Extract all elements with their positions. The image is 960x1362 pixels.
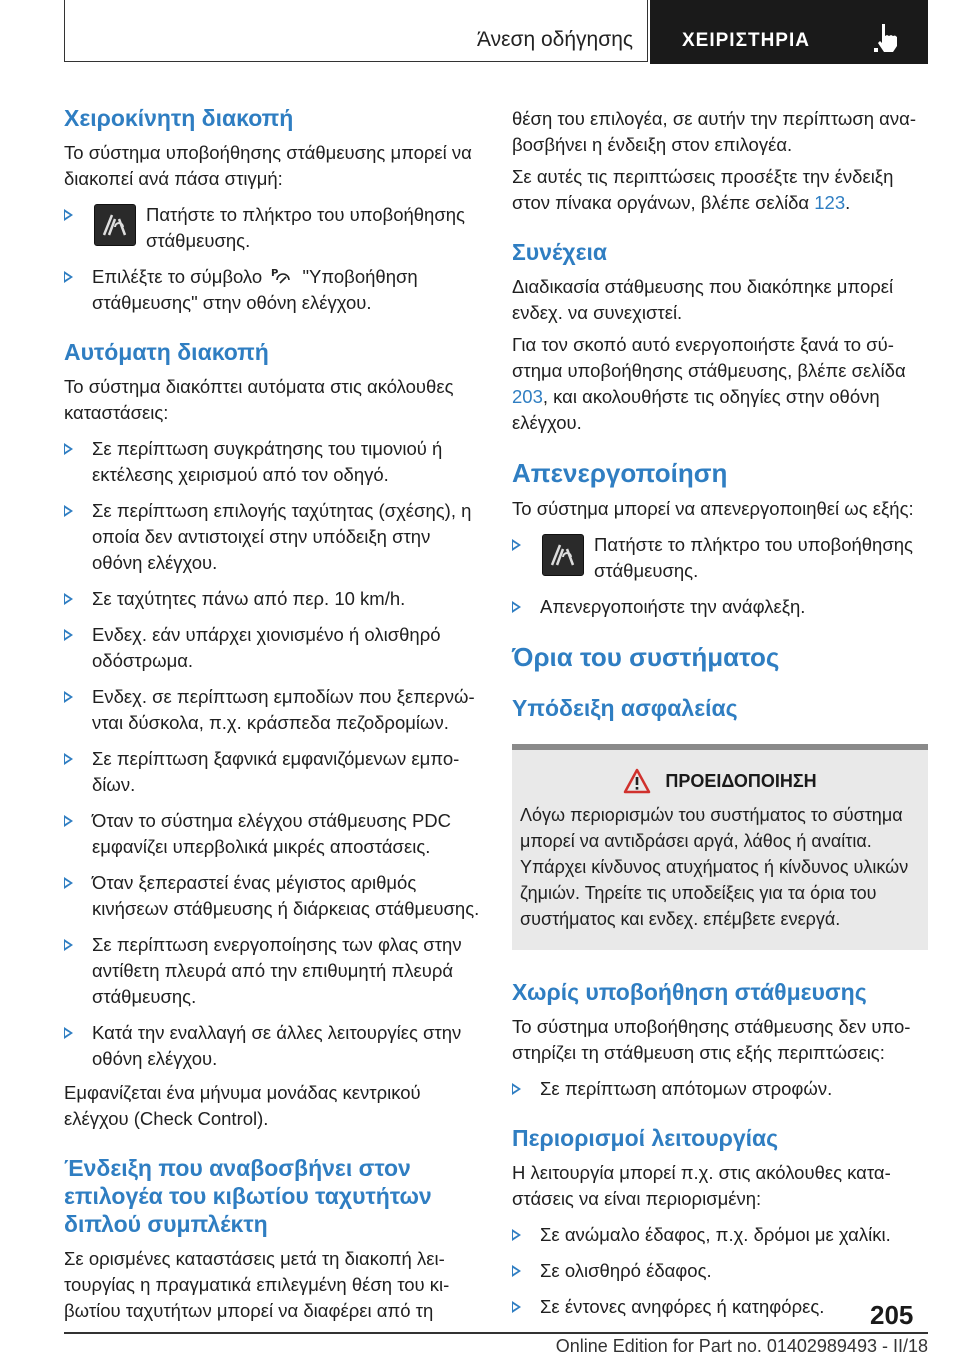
- bullet-triangle-icon: [512, 1083, 521, 1095]
- no-support-intro: Το σύστημα υποβοήθησης στάθμευσης δεν υποστηρίζει τη στάθμευση στις εξής περιπτώσεις:: [512, 1016, 911, 1063]
- list-item: [64, 264, 484, 316]
- footer-divider: [64, 1332, 928, 1334]
- page-link-123[interactable]: 123: [814, 192, 846, 213]
- list-item-text: Κατά την εναλλαγή σε άλλες λειτουργίες στην οθόνη ελέγχου.: [92, 1022, 462, 1069]
- bullet-triangle-icon: [512, 601, 521, 613]
- note-punct: .: [845, 192, 851, 213]
- list-item: [64, 932, 484, 1010]
- list-item: [64, 586, 484, 612]
- blinking-indicator-continued: θέση του επιλογέα, σε αυτήν την περίπτωση αναβοσβήνει η ένδειξη στον επιλογέα.: [512, 108, 916, 155]
- bullet-triangle-icon: [512, 539, 521, 551]
- list-item: [512, 1294, 928, 1320]
- list-item: [64, 746, 484, 798]
- bullet-triangle-icon: [64, 815, 73, 827]
- page-header: [64, 0, 928, 64]
- list-item-text: Όταν το σύστημα ελέγχου στάθμευσης PDC εμφανίζει υπερβολικά μικρές αποστάσεις.: [92, 810, 452, 857]
- list-item: [64, 202, 484, 254]
- svg-text:P: P: [271, 268, 279, 279]
- heading-auto-stop: Αυτόματη διακοπή: [64, 339, 269, 365]
- list-item-text: Όταν ξεπεραστεί ένας μέγιστος αριθμός κινήσεων στάθμευσης ή διάρκειας στάθμευσης.: [92, 872, 480, 919]
- list-item-text: Σε περίπτωση συγκράτησης του τιμονιού ή εκτέλεσης χειρισμού από τον οδηγό.: [92, 438, 443, 485]
- list-item: [512, 1222, 928, 1248]
- resume-text-1: Διαδικασία στάθμευσης που διακόπηκε μπορεί ενδεχ. να συνεχιστεί.: [512, 276, 894, 323]
- auto-stop-intro: Το σύστημα διακόπτει αυτόματα στις ακόλουθες καταστάσεις:: [64, 376, 454, 423]
- hand-pointer-icon: [874, 22, 904, 54]
- bullet-triangle-icon: [64, 209, 73, 221]
- bullet-triangle-icon: [64, 691, 73, 703]
- section-tab: [64, 0, 648, 62]
- list-item: [64, 1020, 484, 1072]
- note-text: Σε αυτές τις περιπτώσεις προσέξτε την ένδειξη στον πίνακα οργάνων, βλέπε σελίδα: [512, 166, 894, 213]
- list-item: [512, 1076, 928, 1102]
- warning-title: ΠΡΟΕΙΔΟΠΟΙΗΣΗ: [665, 770, 817, 791]
- step-text-pre: Επιλέξτε το σύμβολο: [92, 266, 263, 287]
- bullet-triangle-icon: [512, 1301, 521, 1313]
- heading-safety-note: Υπόδειξη ασφαλείας: [512, 695, 738, 721]
- list-item-text: Ενδεχ. εάν υπάρχει χιονισμένο ή ολισθηρό οδόστρωμα.: [92, 624, 441, 671]
- deactivation-intro: Το σύστημα μπορεί να απενεργοποιηθεί ως εξής:: [512, 498, 914, 519]
- list-item-text: Σε περίπτωση ενεργοποίησης των φλας στην αντίθετη πλευρά από την επιθυμητή πλευρά στάθμευσης.: [92, 934, 462, 1007]
- restrictions-intro: Η λειτουργία μπορεί π.χ. στις ακόλουθες καταστάσεις να είναι περιορισμένη:: [512, 1162, 891, 1209]
- restrictions-list: [512, 1222, 928, 1320]
- deactivation-steps: [512, 532, 928, 620]
- resume-text-2: [512, 332, 928, 436]
- bullet-triangle-icon: [64, 877, 73, 889]
- bullet-triangle-icon: [64, 1027, 73, 1039]
- list-item-text: Σε περίπτωση επιλογής ταχύτητας (σχέσης), η οποία δεν αντιστοιχεί στην υπόδειξη στην οθόνη ελέγχου.: [92, 500, 472, 573]
- parking-assistant-button-icon: [542, 534, 584, 576]
- list-item-text: Σε ανώμαλο έδαφος, π.χ. δρόμοι με χαλίκι.: [540, 1224, 891, 1245]
- right-column: [512, 106, 928, 1320]
- heading-deactivation: Απενεργοποίηση: [512, 458, 728, 488]
- bullet-triangle-icon: [64, 593, 73, 605]
- warning-box: [512, 744, 928, 950]
- section-title: Άνεση οδήγησης: [477, 28, 633, 51]
- list-item: [512, 532, 928, 584]
- list-item: [64, 684, 484, 736]
- list-item: [512, 594, 928, 620]
- bullet-triangle-icon: [64, 939, 73, 951]
- heading-manual-stop: Χειροκίνητη διακοπή: [64, 105, 294, 131]
- heading-restrictions: Περιορισμοί λειτουργίας: [512, 1125, 779, 1151]
- heading-blinking-indicator: Ένδειξη που αναβοσβήνει στον επιλογέα του κιβωτίου ταχυτήτων διπλού συμπλέκτη: [64, 1155, 432, 1237]
- auto-stop-list: [64, 436, 484, 1072]
- page-link-203[interactable]: 203: [512, 386, 543, 407]
- bullet-triangle-icon: [512, 1265, 521, 1277]
- chapter-title: ΧΕΙΡΙΣΤΗΡΙΑ: [682, 30, 810, 51]
- list-item-text: Σε έντονες ανηφόρες ή κατηφόρες.: [540, 1296, 825, 1317]
- list-item: [64, 622, 484, 674]
- chapter-tab: [650, 0, 928, 64]
- list-item-text: Σε περίπτωση ξαφνικά εμφανιζόμενων εμποδίων.: [92, 748, 460, 795]
- step-text: Πατήστε το πλήκτρο του υποβοήθησης στάθμευσης.: [146, 204, 465, 251]
- heading-resume: Συνέχεια: [512, 239, 608, 265]
- step-text: Πατήστε το πλήκτρο του υποβοήθησης στάθμευσης.: [594, 534, 913, 581]
- list-item: [512, 1258, 928, 1284]
- heading-system-limits: Όρια του συστήματος: [512, 642, 780, 672]
- bullet-triangle-icon: [64, 443, 73, 455]
- auto-stop-outro: Εμφανίζεται ένα μήνυμα μονάδας κεντρικού ελέγχου (Check Control).: [64, 1082, 421, 1129]
- manual-stop-steps: [64, 202, 484, 316]
- list-item: [64, 436, 484, 488]
- warning-triangle-icon: [623, 768, 651, 794]
- parking-symbol-icon: [271, 266, 293, 286]
- resume-text: Για τον σκοπό αυτό ενεργοποιήστε ξανά το σύστημα υποβοήθησης στάθμευσης, βλέπε σελίδα: [512, 334, 906, 381]
- blinking-indicator-note: [512, 164, 928, 216]
- list-item-text: Ενδεχ. σε περίπτωση εμποδίων που ξεπερνώνται δύσκολα, π.χ. κράσπεδα πεζοδρομίων.: [92, 686, 475, 733]
- step-text-post: "Υποβοήθηση στάθμευσης" στην οθόνη ελέγχου.: [92, 266, 418, 313]
- heading-no-support: Χωρίς υποβοήθηση στάθμευσης: [512, 979, 867, 1005]
- bullet-triangle-icon: [64, 753, 73, 765]
- list-item-text: Σε ολισθηρό έδαφος.: [540, 1260, 712, 1281]
- blinking-indicator-text: Σε ορισμένες καταστάσεις μετά τη διακοπή λειτουργίας η πραγματικά επιλεγμένη θέση του κιβωτίου ταχυτήτων μπορεί να διαφέρει από τη: [64, 1248, 450, 1321]
- warning-text: Λόγω περιορισμών του συστήματος το σύστημα μπορεί να αντιδράσει αργά, λάθος ή αναίτια. Υπάρχει κίνδυνος ατυχήματος ή κίνδυνος υλικών ζημιών. Τηρείτε τις υποδείξεις για τα όρια του συστήματος και ενδεχ. επέμβετε ενεργά.: [520, 805, 909, 929]
- list-item: [64, 808, 484, 860]
- list-item-text: Απενεργοποιήστε την ανάφλεξη.: [540, 596, 806, 617]
- manual-stop-intro: Το σύστημα υποβοήθησης στάθμευσης μπορεί να διακοπεί ανά πάσα στιγμή:: [64, 142, 472, 189]
- parking-assistant-button-icon: [94, 204, 136, 246]
- no-support-list: [512, 1076, 928, 1102]
- list-item: [64, 870, 484, 922]
- page-number: 205: [870, 1300, 914, 1330]
- list-item-text: Σε περίπτωση απότομων στροφών.: [540, 1078, 833, 1099]
- edition-info: Online Edition for Part no. 01402989493 - II/18: [555, 1336, 928, 1356]
- list-item: [64, 498, 484, 576]
- left-column: [64, 104, 484, 1324]
- resume-text-post: , και ακολουθήστε τις οδηγίες στην οθόνη ελέγχου.: [512, 386, 880, 433]
- bullet-triangle-icon: [64, 505, 73, 517]
- warning-header: [520, 768, 920, 794]
- list-item-text: Σε ταχύτητες πάνω από περ. 10 km/h.: [92, 588, 406, 609]
- bullet-triangle-icon: [64, 271, 73, 283]
- bullet-triangle-icon: [64, 629, 73, 641]
- bullet-triangle-icon: [512, 1229, 521, 1241]
